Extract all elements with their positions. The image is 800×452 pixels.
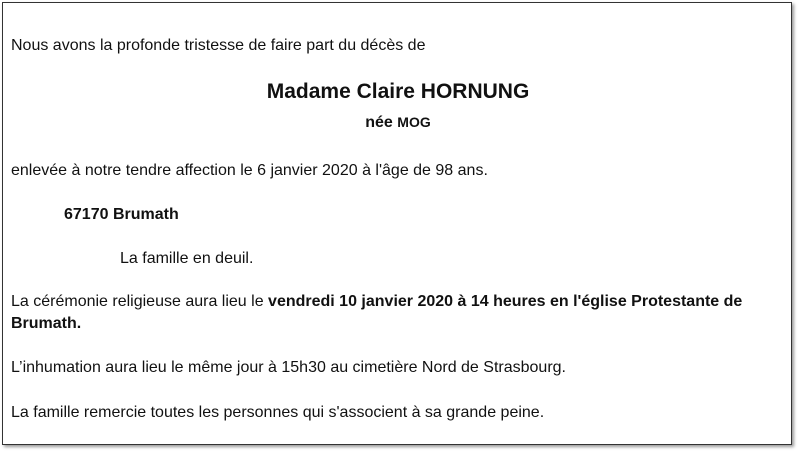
ceremony-text bbox=[11, 291, 781, 335]
thanks-text: La famille remercie toutes les personnes qui s'associent à sa grande peine. bbox=[11, 404, 545, 421]
family-mourning-text: La famille en deuil. bbox=[120, 250, 254, 267]
maiden-name-line bbox=[3, 111, 793, 134]
city-text: 67170 Brumath bbox=[64, 206, 179, 223]
deceased-name: Madame Claire HORNUNG bbox=[266, 80, 530, 103]
death-notice bbox=[2, 2, 792, 445]
maiden-prefix: née bbox=[365, 114, 393, 131]
ceremony-details: vendredi 10 janvier 2020 à 14 heures en l'église Protestante de Brumath. bbox=[11, 293, 743, 332]
death-date-text: enlevée à notre tendre affection le 6 janvier 2020 à l'âge de 98 ans. bbox=[11, 162, 488, 179]
ceremony-intro: La cérémonie religieuse aura lieu le bbox=[11, 293, 264, 310]
burial-text: L’inhumation aura lieu le même jour à 15h30 au cimetière Nord de Strasbourg. bbox=[11, 359, 566, 376]
maiden-name: MOG bbox=[397, 114, 431, 130]
intro-text: Nous avons la profonde tristesse de faire part du décès de bbox=[11, 37, 426, 54]
